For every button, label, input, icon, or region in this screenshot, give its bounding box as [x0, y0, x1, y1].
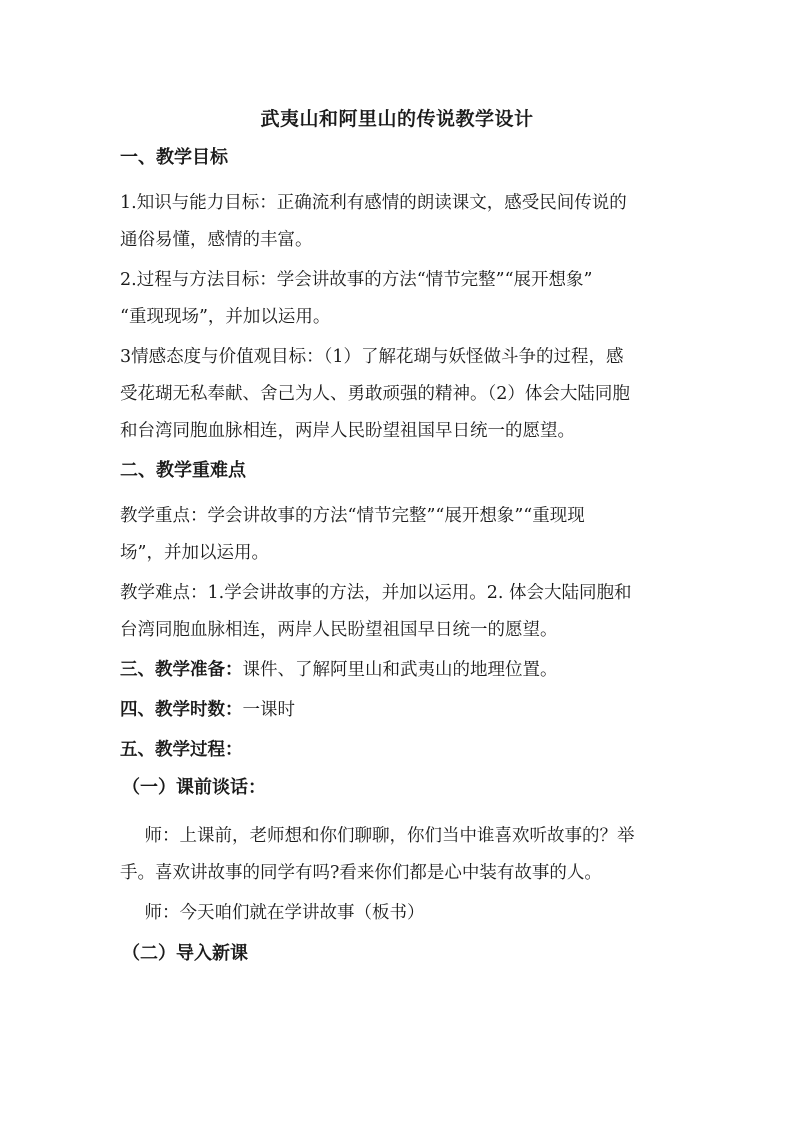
text-line: 通俗易懂，感情的丰富。 [120, 230, 313, 250]
teaching-focus [120, 498, 680, 572]
objective-process [120, 262, 680, 336]
text-line: “重现现场”，并加以运用。 [120, 307, 331, 327]
subsection-1-heading: （一）课前谈话： [122, 777, 266, 798]
text-line: 教学重点：学会讲故事的方法“情节完整”“展开想象”“重现现 [120, 506, 585, 526]
text-line: 师：今天咱们就在学讲故事（板书） [144, 903, 425, 923]
section-3-label: 三、教学准备： [120, 660, 243, 680]
section-5-heading: 五、教学过程： [120, 740, 243, 760]
text-line: 手。喜欢讲故事的同学有吗?看来你们都是心中装有故事的人。 [120, 863, 602, 883]
section-4-text: 一课时 [242, 700, 295, 720]
text-line: 2.过程与方法目标：学会讲故事的方法“情节完整”“展开想象” [120, 270, 593, 290]
text-line: 和台湾同胞血脉相连，两岸人民盼望祖国早日统一的愿望。 [120, 421, 575, 441]
text-line: 1.知识与能力目标：正确流利有感情的朗读课文，感受民间传说的 [120, 193, 627, 213]
section-3-preparation [120, 652, 680, 689]
section-2-heading: 二、教学重难点 [120, 460, 246, 481]
document-body [120, 146, 680, 984]
section-1-heading: 一、教学目标 [120, 147, 228, 168]
teaching-difficulty [120, 575, 680, 649]
section-4-label: 四、教学时数： [120, 700, 243, 720]
document-title: 武夷山和阿里山的传说教学设计 [260, 108, 534, 130]
text-line: 教学难点：1.学会讲故事的方法，并加以运用。2. 体会大陆同胞和 [120, 583, 632, 603]
text-line: 师：上课前，老师想和你们聊聊，你们当中谁喜欢听故事的？举 [144, 826, 635, 846]
section-4-hours [120, 692, 680, 729]
teacher-statement [120, 895, 680, 932]
pre-class-talk [120, 818, 680, 892]
subsection-2-heading: （二）导入新课 [122, 943, 248, 964]
section-3-text: 课件、了解阿里山和武夷山的地理位置。 [242, 660, 558, 680]
text-line: 场”，并加以运用。 [120, 543, 269, 563]
objective-emotion [120, 339, 680, 450]
text-line: 台湾同胞血脉相连，两岸人民盼望祖国早日统一的愿望。 [120, 620, 558, 640]
objective-knowledge [120, 185, 680, 259]
text-line: 受花瑚无私奉献、舍己为人、勇敢顽强的精神。（2）体会大陆同胞 [120, 384, 630, 404]
text-line: 3情感态度与价值观目标：（1）了解花瑚与妖怪做斗争的过程，感 [120, 347, 624, 367]
